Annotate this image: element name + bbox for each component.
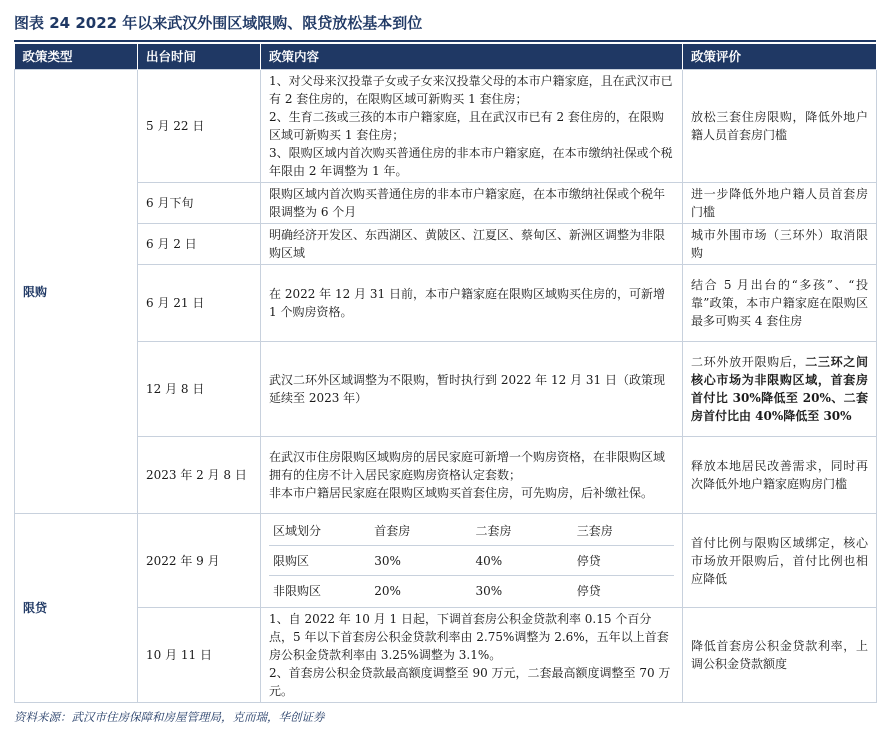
subtable-cell: 限购区: [269, 546, 370, 576]
subtable-cell: 20%: [370, 576, 471, 606]
subtable-cell: 非限购区: [269, 576, 370, 606]
evaluation-cell: [683, 342, 877, 437]
time-cell: 5 月 22 日: [138, 70, 261, 183]
content-cell: 限购区域内首次购买普通住房的非本市户籍家庭，在本市缴纳社保或个税年限调整为 6 个月: [261, 183, 683, 224]
policy-type-cell: 限购: [15, 70, 138, 514]
content-line: 1、对父母来汉投靠子女或子女来汉投靠父母的本市户籍家庭，且在武汉市已有 2 套住房的，在限购区域可新购买 1 套住房；: [269, 74, 673, 106]
content-line: 1、自 2022 年 10 月 1 日起，下调首套房公积金贷款利率 0.15 个百分点，5 年以下首套房公积金贷款利率由 2.75%调整为 2.6%，五年以上首套房公积金贷款利率由 3.25%调整为 3.1%。: [269, 612, 669, 662]
table-row: [15, 437, 877, 514]
content-line: 2、首套房公积金贷款最高额度调整至 90 万元，二套最高额度调整至 70 万元。: [269, 666, 671, 698]
evaluation-cell: 降低首套房公积金贷款利率，上调公积金贷款额度: [683, 608, 877, 703]
subtable-cell: 30%: [472, 576, 573, 606]
content-cell: [261, 437, 683, 514]
subtable-cell: 停贷: [573, 546, 674, 576]
content-cell: 在 2022 年 12 月 31 日前，本市户籍家庭在限购区域购买住房的，可新增 1 个购房资格。: [261, 265, 683, 342]
content-cell: 武汉二环外区域调整为不限购，暂时执行到 2022 年 12 月 31 日（政策现延续至 2023 年）: [261, 342, 683, 437]
evaluation-highlight: 二三环之间核心市场为非限购区域，首套房首付比 30%降低至 20%、二套房首付比由 40%降低至 30%: [691, 355, 868, 423]
content-line: 2、生育二孩或三孩的本市户籍家庭，且在武汉市已有 2 套住房的，在限购区域可新购买 1 套住房；: [269, 110, 664, 142]
evaluation-cell: 城市外围市场（三环外）取消限购: [683, 224, 877, 265]
evaluation-cell: 进一步降低外地户籍人员首套房门槛: [683, 183, 877, 224]
time-cell: 6 月 21 日: [138, 265, 261, 342]
subtable-cell: 30%: [370, 546, 471, 576]
time-cell: 6 月下旬: [138, 183, 261, 224]
table-row: [15, 514, 877, 608]
policy-type-cell: 限贷: [15, 514, 138, 703]
subtable-cell: 区域划分: [273, 523, 322, 538]
table-row: [15, 342, 877, 437]
subtable-row: [269, 516, 674, 546]
content-cell: [261, 514, 683, 608]
time-cell: 2022 年 9 月: [138, 514, 261, 608]
subtable-row: [269, 576, 674, 606]
table-row: [15, 70, 877, 183]
table-row: [15, 265, 877, 342]
source-note: 资料来源：武汉市住房保障和房屋管理局，克而瑞，华创证券: [14, 710, 325, 724]
content-cell: [261, 70, 683, 183]
evaluation-cell: 首付比例与限购区域绑定，核心市场放开限购后，首付比例也相应降低: [683, 514, 877, 608]
down-payment-subtable: [269, 516, 674, 605]
evaluation-plain: 二环外放开限购后，: [691, 355, 806, 369]
header-policy-content: 政策内容: [261, 44, 683, 70]
content-cell: [261, 608, 683, 703]
time-cell: 10 月 11 日: [138, 608, 261, 703]
subtable-cell: 三套房: [576, 523, 613, 538]
table-row: [15, 183, 877, 224]
evaluation-cell: 释放本地居民改善需求，同时再次降低外地户籍家庭购房门槛: [683, 437, 877, 514]
time-cell: 6 月 2 日: [138, 224, 261, 265]
table-row: [15, 608, 877, 703]
subtable-cell: 二套房: [475, 523, 512, 538]
time-cell: 2023 年 2 月 8 日: [138, 437, 261, 514]
header-policy-type: 政策类型: [15, 44, 138, 70]
header-release-time: 出台时间: [138, 44, 261, 70]
content-cell: 明确经济开发区、东西湖区、黄陂区、江夏区、蔡甸区、新洲区调整为非限购区域: [261, 224, 683, 265]
evaluation-cell: 结合 5 月出台的“多孩”、“投靠”政策，本市户籍家庭在限购区最多可购买 4 套住房: [683, 265, 877, 342]
subtable-cell: 停贷: [573, 576, 674, 606]
table-header: [15, 44, 877, 70]
table-row: [15, 224, 877, 265]
content-line: 3、限购区域内首次购买普通住房的非本市户籍家庭，在本市缴纳社保或个税年限由 2 年调整为 1 年。: [269, 146, 673, 178]
chart-title: 图表 24 2022 年以来武汉外围区域限购、限贷放松基本到位: [14, 14, 423, 32]
subtable-cell: 40%: [472, 546, 573, 576]
content-line: 非本市户籍居民家庭在限购区域购买首套住房，可先购房，后补缴社保。: [269, 486, 654, 500]
policy-table: [14, 44, 877, 703]
time-cell: 12 月 8 日: [138, 342, 261, 437]
subtable-row: [269, 546, 674, 576]
content-line: 在武汉市住房限购区域购房的居民家庭可新增一个购房资格，在非限购区域拥有的住房不计入居民家庭购房资格认定套数；: [269, 450, 666, 482]
header-policy-evaluation: 政策评价: [683, 44, 877, 70]
subtable-cell: 首套房: [374, 523, 411, 538]
title-rule: [14, 40, 876, 42]
evaluation-cell: 放松三套住房限购，降低外地户籍人员首套房门槛: [683, 70, 877, 183]
